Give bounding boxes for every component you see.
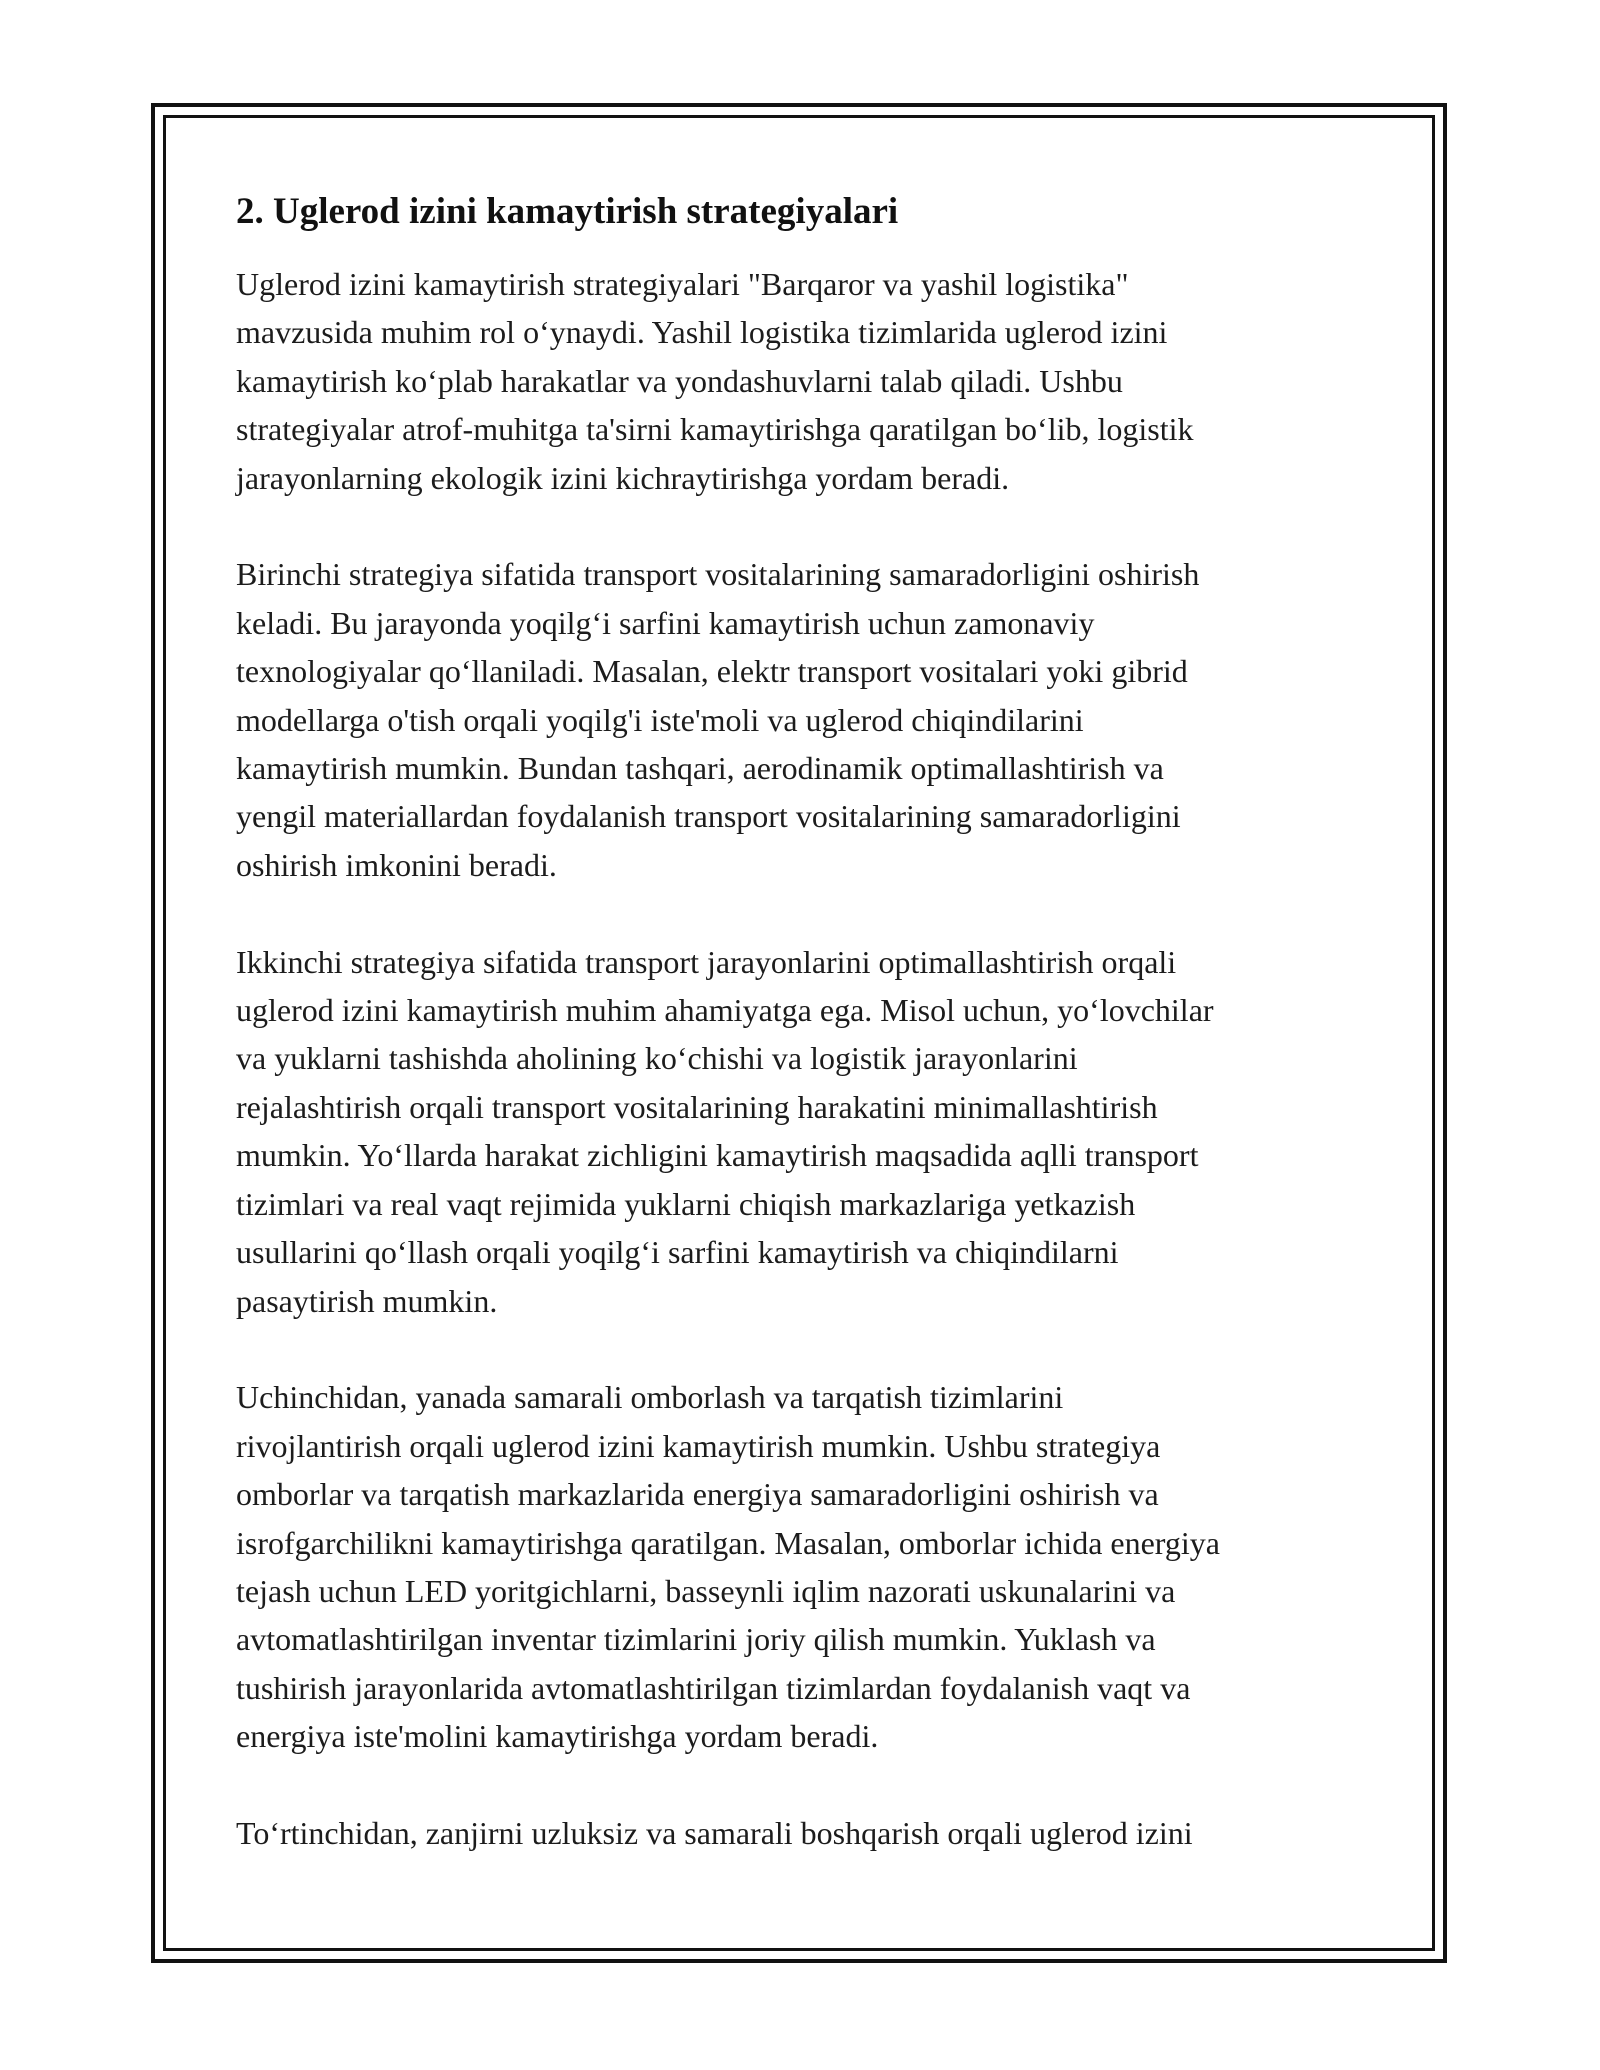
paragraph-third-strategy: Uchinchidan, yanada samarali omborlash va tarqatish tizimlarini rivojlantirish orqali uglerod izini kamaytirish mumkin. Ushbu strategiya omborlar va tarqatish markazlarida energiya samaradorligini oshirish va isrofgarchilikni kamaytirishga qaratilgan. Masalan, omborlar ichida energiya tejash uchun LED yoritgichlarni, basseynli iqlim nazorati uskunalarini va avtomatlashtirilgan inventar tizimlarini joriy qilish mumkin. Yuklash va tushirish jarayonlarida avtomatlashtirilgan tizimlardan foydalanish vaqt va energiya iste'molini kamaytirishga yordam beradi.	[236, 1379, 1220, 1755]
paragraph-first-strategy: Birinchi strategiya sifatida transport vositalarining samaradorligini oshirish keladi. Bu jarayonda yoqilg‘i sarfini kamaytirish uchun zamonaviy texnologiyalar qo‘llaniladi. Masalan, elektr transport vositalari yoki gibrid modellarga o'tish orqali yoqilg'i iste'moli va uglerod chiqindilarini kamaytirish mumkin. Bundan tashqari, aerodinamik optimallashtirish va yengil materiallardan foydalanish transport vositalarining samaradorligini oshirish imkonini beradi.	[236, 556, 1200, 883]
document-body	[236, 188, 1386, 1906]
paragraph-intro: Uglerod izini kamaytirish strategiyalari "Barqaror va yashil logistika" mavzusida muhim rol o‘ynaydi. Yashil logistika tizimlarida uglerod izini kamaytirish ko‘plab harakatlar va yondashuvlarni talab qiladi. Ushbu strategiyalar atrof-muhitga ta'sirni kamaytirishga qaratilgan bo‘lib, logistik jarayonlarning ekologik izini kichraytirishga yordam beradi.	[236, 266, 1194, 496]
section-heading: 2. Uglerod izini kamaytirish strategiyalari	[236, 191, 899, 232]
paragraph-fourth-strategy: To‘rtinchidan, zanjirni uzluksiz va samarali boshqarish orqali uglerod izini	[236, 1814, 1193, 1851]
paragraph-second-strategy: Ikkinchi strategiya sifatida transport jarayonlarini optimallashtirish orqali uglerod izini kamaytirish muhim ahamiyatga ega. Misol uchun, yo‘lovchilar va yuklarni tashishda aholining ko‘chishi va logistik jarayonlarini rejalashtirish orqali transport vositalarining harakatini minimallashtirish mumkin. Yo‘llarda harakat zichligini kamaytirish maqsadida aqlli transport tizimlari va real vaqt rejimida yuklarni chiqish markazlariga yetkazish usullarini qo‘llash orqali yoqilg‘i sarfini kamaytirish va chiqindilarni pasaytirish mumkin.	[236, 943, 1214, 1319]
